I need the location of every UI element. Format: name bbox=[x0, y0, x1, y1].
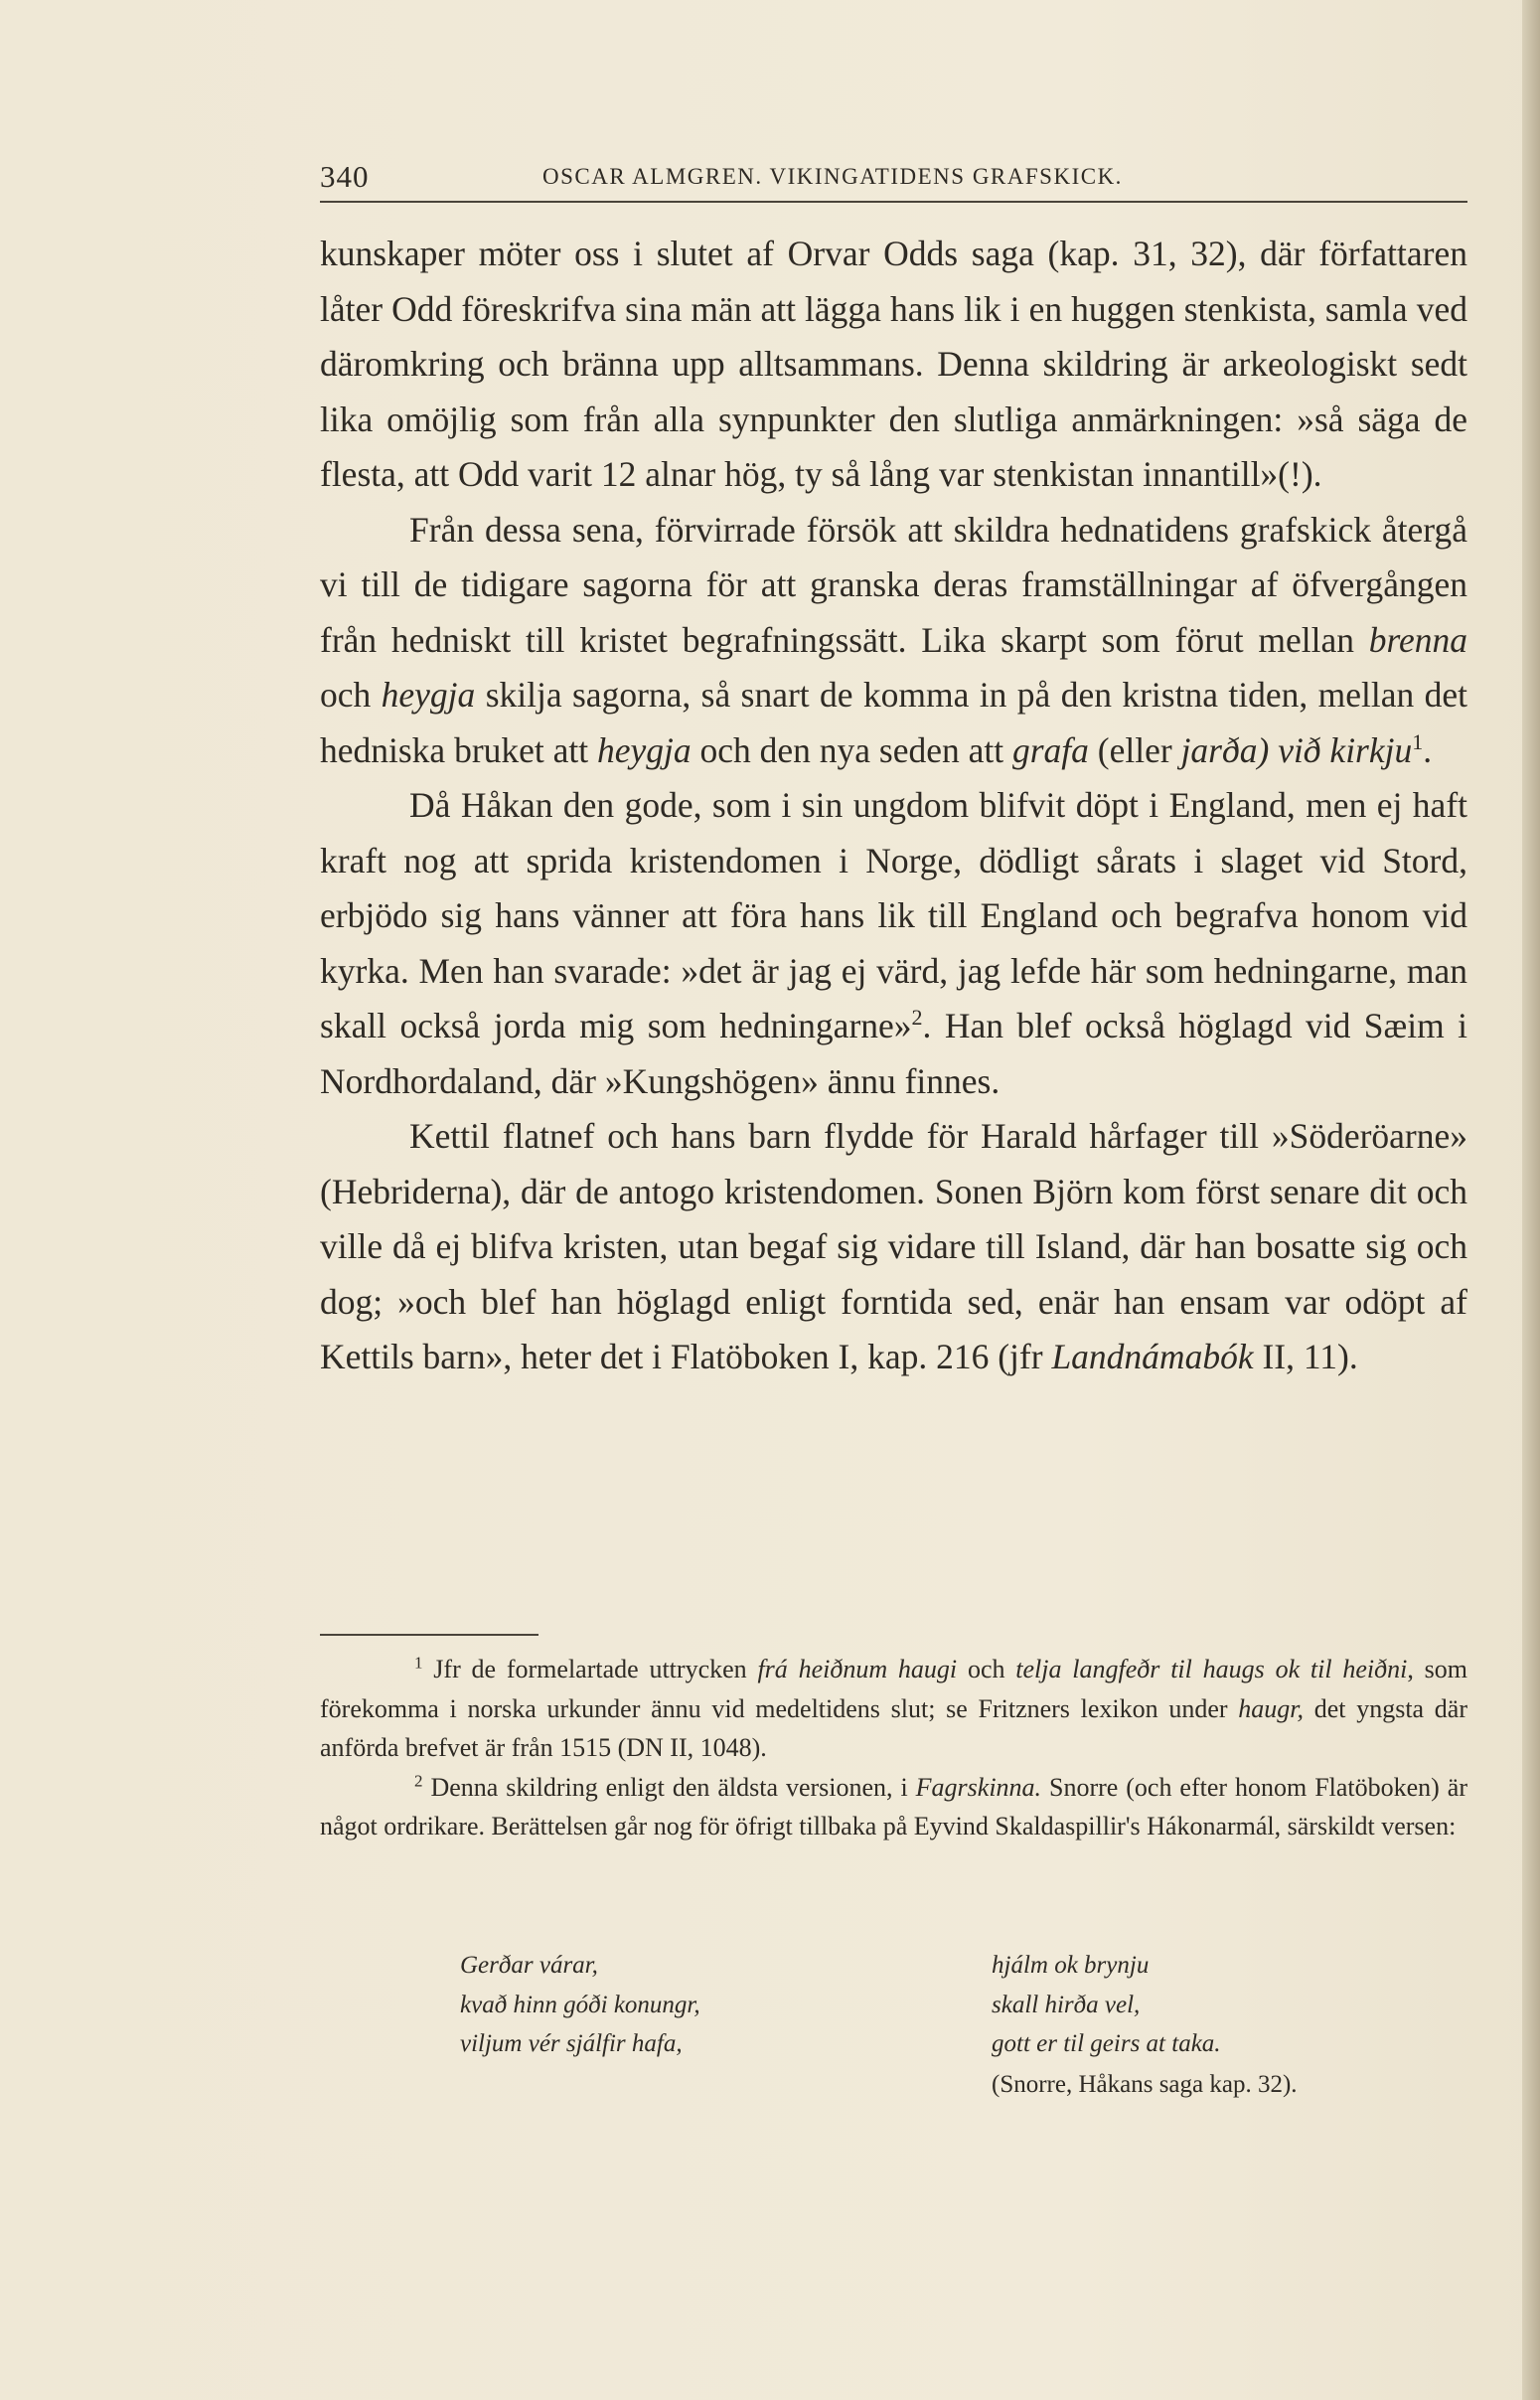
verse-line: gott er til geirs at taka. bbox=[992, 2030, 1221, 2057]
main-text bbox=[320, 227, 1467, 1385]
footnote-ref-1[interactable]: 1 bbox=[1412, 728, 1424, 754]
page-edge bbox=[1522, 0, 1540, 2400]
paragraph-1: kunskaper möter oss i slutet af Orvar Odds saga (kap. 31, 32), där författaren låter Odd föreskrifva sina män att lägga hans lik i en huggen stenkista, samla ved däromkring och bränna upp alltsammans. Denna skildring är arkeologiskt sedt lika omöjlig som från alla synpunkter den slutliga anmärkningen: »så säga de flesta, att Odd varit 12 alnar hög, ty så lång var stenkistan innantill»(!). bbox=[320, 234, 1467, 494]
footnote-1: $^1$ Jfr de formelartade uttrycken frá heiðnum haugi och telja langfeðr til haugs ok til heiðni, som förekomma i norska urkunder ännu vid medeltidens slut; se Fritzners lexikon under haugr, det yngsta där anförda brefvet är från 1515 (DN II, 1048). bbox=[320, 1653, 1468, 1762]
footnote-2: $^2$ Denna skildring enligt den äldsta versionen, i Fagrskinna. Snorre (och efter honom Flatöboken) är något ordrikare. Berättelsen går nog för öfrigt tillbaka på Eyvind Skaldaspillir's Hákonarmál, särskildt versen: bbox=[320, 1770, 1467, 1840]
page-header bbox=[320, 159, 1467, 199]
paragraph-2: Från dessa sena, förvirrade försök att skildra hednatidens grafskick återgå vi till de tidigare sagorna för att granska deras framställningar af öfvergången från hedniskt till kristet begrafningssätt. Lika skarpt som förut mellan brenna och heygja skilja sagorna, så snart de komma in på den kristna tiden, mellan det hedniska bruket att heygja och den nya seden att grafa (eller jarða) við kirkju$^1$. bbox=[320, 509, 1467, 770]
verse-line: kvað hinn góði konungr, bbox=[460, 1991, 700, 2018]
page-number: 340 bbox=[320, 159, 370, 194]
footnotes bbox=[320, 1650, 1467, 1846]
footnote-rule bbox=[320, 1634, 539, 1636]
verse-left-column bbox=[460, 1946, 700, 2064]
verse-line: Gerðar várar, bbox=[460, 1952, 598, 1979]
verse-line: skall hirða vel, bbox=[992, 1991, 1141, 2018]
verse-line: hjálm ok brynju bbox=[992, 1952, 1150, 1979]
paragraph-4: Kettil flatnef och hans barn flydde för Harald hårfager till »Söderöarne» (Hebriderna), där de antogo kristendomen. Sonen Björn kom först senare dit och ville då ej blifva kristen, utan begaf sig vidare till Island, där han bosatte sig och dog; »och blef han höglagd enligt forntida sed, enär han ensam var odöpt af Kettils barn», heter det i Flatöboken I, kap. 216 (jfr Landnámabók II, 11). bbox=[320, 1116, 1467, 1376]
running-head: OSCAR ALMGREN. VIKINGATIDENS GRAFSKICK. bbox=[542, 164, 1123, 189]
paragraph-3: Då Håkan den gode, som i sin ungdom blifvit döpt i England, men ej haft kraft nog att sprida kristendomen i Norge, dödligt sårats i slaget vid Stord, erbjödo sig hans vänner att föra hans lik till England och begrafva honom vid kyrka. Men han svarade: »det är jag ej värd, jag lefde här som hedningarne, man skall också jorda mig som hedningarne»$^2$. Han blef också höglagd vid Sæim i Nordhordaland, där »Kungshögen» ännu finnes. bbox=[320, 785, 1467, 1101]
footnote-ref-2[interactable]: 2 bbox=[911, 1005, 923, 1031]
verse-source: (Snorre, Håkans saga kap. 32). bbox=[992, 2071, 1298, 2098]
verse-line: viljum vér sjálfir hafa, bbox=[460, 2030, 683, 2057]
verse-right-column bbox=[992, 1946, 1221, 2064]
header-rule bbox=[320, 201, 1467, 203]
